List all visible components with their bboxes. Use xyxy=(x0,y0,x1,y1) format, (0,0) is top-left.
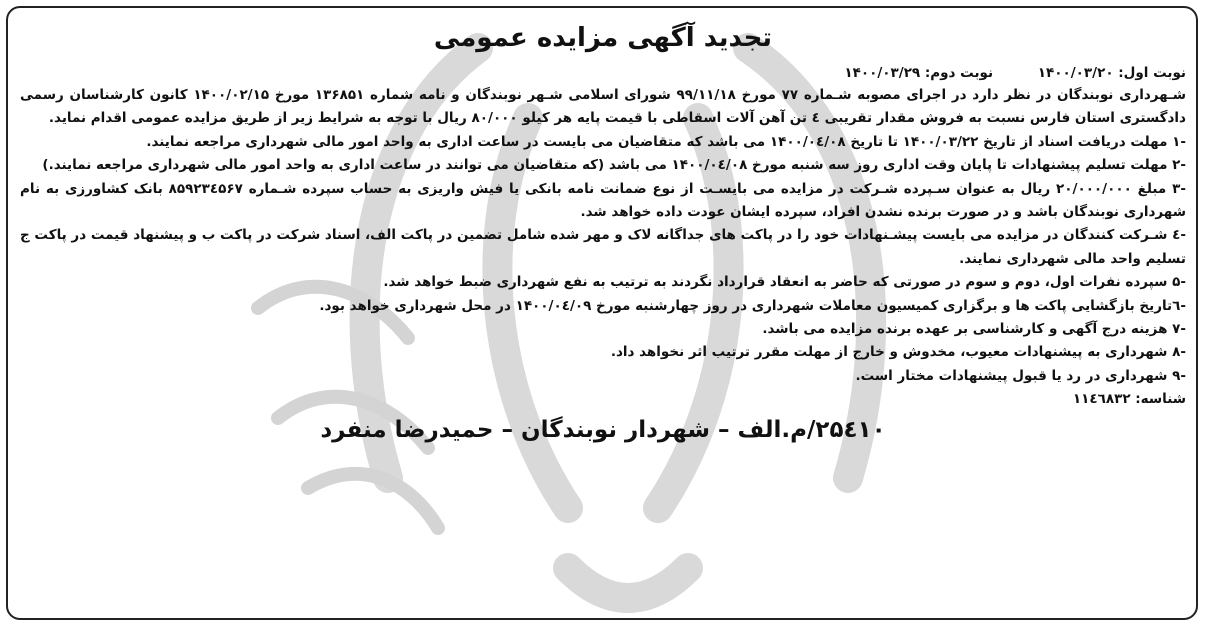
condition-item-3: -۳ مبلغ ۲۰/۰۰۰/۰۰۰ ریال به عنوان سـپرده شـرکت در مزایده می بایسـت از نوع ضمانت نامه بانکی یا فیش واریزی به حساب سپرده شـماره ۸۵۹۲۳٤۵۶۷ بانک کشاورزی به نام شهرداری نوبندگان باشد و در صورت برنده نشدن افراد، سپرده ایشان عودت داده خواهد شد. xyxy=(20,180,1186,221)
notice-title: تجدید آگهی مزایده عمومی xyxy=(433,23,773,53)
condition-item-1: -۱ مهلت دریافت اسناد از تاریخ ۱۴۰۰/۰۳/۲۲ تا تاریخ ۱۴۰۰/۰٤/۰۸ می باشد که متقاضیان می بایست در ساعت اداری به واحد امور مالی شهرداری مراجعه نمایند. xyxy=(146,133,1186,150)
condition-item-2: -۲ مهلت تسلیم پیشنهادات تا پایان وقت اداری روز سه شنبه مورخ ۱۴۰۰/۰٤/۰۸ می باشد (که متقاضیان می توانند در ساعت اداری به واحد امور مالی شهرداری مراجعه نمایند.) xyxy=(42,157,1186,174)
condition-item-7: -۷ هزینه درج آگهی و کارشناسی بر عهده برنده مزایده می باشد. xyxy=(762,321,1186,338)
second-publication-date: نوبت دوم: ۱۴۰۰/۰۳/۲۹ xyxy=(844,65,994,81)
condition-item-4: -٤ شـرکت کنندگان در مزایده می بایست پیشـنهادات خود را در پاکت های جداگانه لاک و مهر شده شامل تضمین در پاکت الف، اسناد شرکت در پاکت ب و پیشنهاد قیمت در پاکت ج تسلیم واحد مالی شهرداری نمایند. xyxy=(20,227,1186,267)
publication-dates xyxy=(20,62,1186,84)
condition-item-9: -۹ شهرداری در رد یا قبول پیشنهادات مختار است. xyxy=(855,367,1186,384)
condition-item-6: -٦تاریخ بازگشایی پاکت ها و برگزاری کمیسیون معاملات شهرداری در روز چهارشنبه مورخ ۱۴۰۰/۰٤/۰۹ در محل شهرداری خواهد بود. xyxy=(319,297,1186,314)
intro-paragraph: شـهرداری نوبندگان در نظر دارد در اجرای مصوبه شـماره ۷۷ مورخ ۹۹/۱۱/۱۸ شورای اسلامی شـهر نوبندگان و نامه شماره ۱۳۶۸۵۱ مورخ ۱۴۰۰/۰۲/۱۵ کانون کارشناسان رسمی دادگستری استان فارس نسبت به فروش مقدار تقریبی ٤ تن آهن آلات اسقاطی با قیمت پایه هر کیلو ۸۰/۰۰۰ ریال با توجه به شرایط زیر از طریق مزایده عمومی اقدام نماید. xyxy=(20,87,1186,127)
notice-id: شناسه: ۱۱٤٦۸۳۲ xyxy=(1072,391,1186,408)
condition-item-5: -۵ سپرده نفرات اول، دوم و سوم در صورتی که حاضر به انعقاد قرارداد نگردند به ترتیب به نفع شهرداری ضبط خواهد شد. xyxy=(383,274,1186,291)
signature-line: ۲۵٤۱۰/م.الف – شهردار نوبندگان – حمیدرضا منفرد xyxy=(320,417,886,444)
condition-item-8: -۸ شهرداری به پیشنهادات معیوب، مخدوش و خارج از مهلت مقرر ترتیب اثر نخواهد داد. xyxy=(610,344,1186,361)
notice-content xyxy=(20,20,1186,447)
notice-frame xyxy=(6,6,1198,620)
first-publication-date: نوبت اول: ۱۴۰۰/۰۳/۲۰ xyxy=(1037,65,1186,81)
